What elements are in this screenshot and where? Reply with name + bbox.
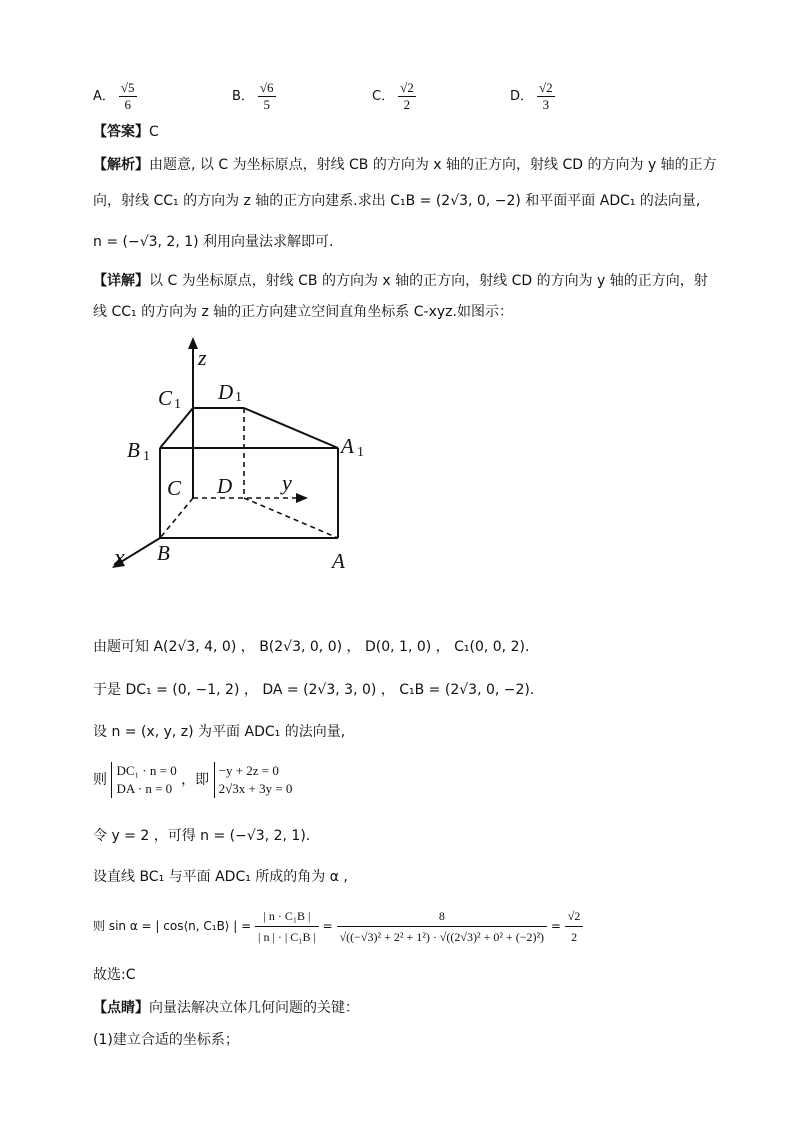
choice-b: B． $\frac{√6}{5}$ (232, 80, 274, 112)
label-z: z (198, 345, 207, 370)
point-tag: 【点睛】 (93, 1000, 149, 1016)
label-c: C (167, 476, 182, 500)
step-setangle: 设直线 BC₁ 与平面 ADC₁ 所成的角为 α , (93, 869, 348, 885)
analysis-tag: 【解析】 (93, 157, 149, 173)
answer-line (93, 122, 159, 142)
label-y: y (282, 470, 292, 495)
point-item-1: (1)建立合适的坐标系； (93, 1032, 239, 1048)
sub-a1: 1 (357, 445, 364, 460)
y-axis-arrow (296, 493, 308, 503)
label-a: A (332, 549, 345, 573)
choice-d: D． $\frac{√2}{3}$ (510, 80, 553, 112)
sin-result: $\frac{√2}{2}$ (565, 906, 584, 947)
step-coords: 由题可知 A(2√3, 4, 0) ， B(2√3, 0, 0) ， D(0, 1, 0) ， C₁(0, 0, 2). (93, 639, 530, 655)
label-c1: C (158, 386, 173, 410)
choice-a: A． $\frac{√5}{6}$ (93, 80, 135, 112)
answer-tag: 【答案】 (93, 124, 149, 140)
label-x: x (114, 545, 125, 571)
detail-tag: 【详解】 (93, 273, 149, 289)
step-choose: 故选:C (93, 967, 136, 983)
sub-c1: 1 (174, 397, 181, 412)
label-b1: B (127, 438, 140, 462)
label-a1: A (341, 434, 354, 458)
system-scalar: −y + 2z = 0 2√3x + 3y = 0 (214, 762, 293, 798)
choice-c: C． $\frac{√2}{2}$ (372, 80, 414, 112)
step-let: 令 y = 2 ，可得 n = (−√3, 2, 1). (93, 828, 311, 844)
label-d: D (217, 474, 233, 498)
system-vector: DC₁ · n = 0 DA · n = 0 (111, 762, 176, 798)
label-b: B (157, 541, 170, 565)
step-setn: 设 n = (x, y, z) 为平面 ADC₁ 的法向量, (93, 724, 346, 740)
detail-line-1: 【详解】以 C 为坐标原点，射线 CB 的方向为 x 轴的正方向，射线 CD 的方向为 y 轴的正方向，射 (93, 273, 708, 289)
label-d1: D (218, 380, 234, 404)
step-vectors: 于是 DC₁ = (0, −1, 2) ， DA = (2√3, 3, 0) ， C₁B = (2√3, 0, −2). (93, 682, 535, 698)
sin-frac-2: $\frac{8}{\text{√((−√3)² + 2² + 1²) · √((2√3)² + 0² + (−2)²)}}$ (337, 906, 548, 947)
analysis-line-1: 【解析】由题意, 以 C 为坐标原点，射线 CB 的方向为 x 轴的正方向，射线 CD 的方向为 y 轴的正方 (93, 157, 717, 173)
answer-value: C (149, 124, 159, 140)
detail-line-2: 线 CC₁ 的方向为 z 轴的正方向建立空间直角坐标系 C-xyz.如图示： (93, 304, 513, 320)
step-sin: 则 sin α = | cos⟨n, C₁B⟩ | = $\frac{\text{| n · C₁B |}}{\text{| n | · | C₁B |}}$ = $\frac{8}{\text{√((−√3)² + 2² + 1²) · √((2√3)² + 0² + (−2)²)}}$ = $\frac{√2}{2}$ (93, 906, 583, 947)
coordinate-figure (100, 335, 390, 580)
step-system: 则 DC₁ · n = 0 DA · n = 0 ，即 −y + 2z = 0 2√3x + 3y = 0 (93, 763, 293, 796)
analysis-line-3: n = (−√3, 2, 1) 利用向量法求解即可. (93, 234, 334, 250)
sin-frac-1: $\frac{\text{| n · C₁B |}}{\text{| n | · | C₁B |}}$ (255, 906, 319, 947)
z-axis-arrow (188, 337, 198, 349)
sub-b1: 1 (143, 449, 150, 464)
sub-d1: 1 (235, 390, 242, 405)
point-line: 【点睛】向量法解决立体几何问题的关键： (93, 1000, 359, 1016)
analysis-line-2: 向，射线 CC₁ 的方向为 z 轴的正方向建系.求出 C₁B = (2√3, 0, −2) 和平面平面 ADC₁ 的法向量, (93, 193, 701, 209)
